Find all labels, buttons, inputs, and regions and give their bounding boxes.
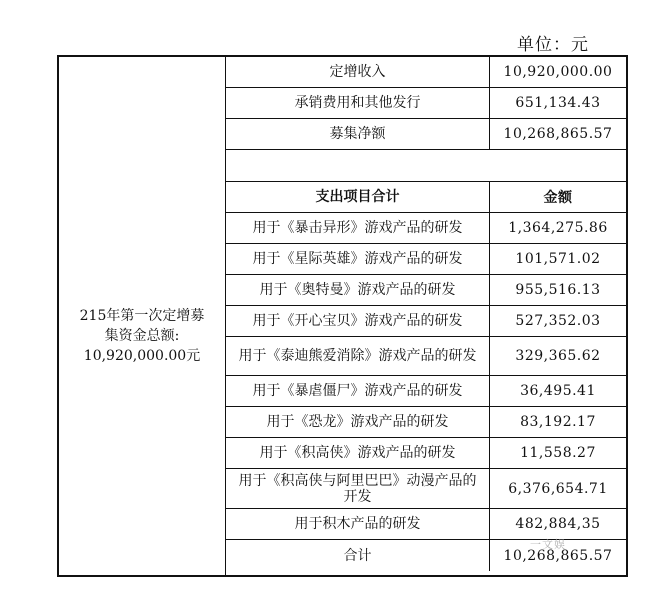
table-row [226, 337, 626, 376]
fundraising-summary-cell [59, 57, 226, 575]
row-label: 用于《积高侠与阿里巴巴》动漫产品的开发 [226, 469, 490, 508]
row-value: 1,364,275.86 [508, 220, 608, 236]
blank-separator-row [226, 150, 626, 182]
funds-table [57, 55, 628, 577]
table-row [226, 57, 626, 88]
row-label: 用于《开心宝贝》游戏产品的研发 [226, 306, 490, 336]
table-row [226, 306, 626, 337]
fundraising-summary-text [67, 306, 217, 366]
row-value: 83,192.17 [520, 414, 596, 430]
row-value: 36,495.41 [520, 383, 596, 399]
table-row [226, 469, 626, 509]
summary-line-2: 集资金总额: [104, 328, 180, 344]
table-row [226, 119, 626, 150]
row-label: 用于《暴虐僵尸》游戏产品的研发 [226, 376, 490, 406]
row-value: 527,352.03 [515, 313, 601, 329]
row-label: 定增收入 [226, 57, 490, 87]
summary-line-1: 215年第一次定增募 [79, 308, 205, 324]
row-value: 11,558.27 [520, 445, 596, 461]
row-label: 用于《星际英雄》游戏产品的研发 [226, 244, 490, 274]
total-label: 合计 [226, 540, 490, 571]
row-value: 10,920,000.00 [503, 64, 613, 80]
row-label: 用于《暴击异形》游戏产品的研发 [226, 213, 490, 243]
header-label: 支出项目合计 [226, 182, 490, 212]
detail-grid [226, 57, 626, 575]
unit-label: 单位：元 [517, 35, 589, 55]
total-value: 10,268,865.57 [503, 547, 613, 564]
row-value: 10,268,865.57 [503, 126, 613, 142]
row-value: 101,571.02 [515, 251, 601, 267]
row-value: 6,376,654.71 [508, 480, 608, 497]
row-value: 482,884,35 [515, 516, 601, 532]
row-value: 955,516.13 [515, 282, 601, 298]
row-label: 用于《积高侠》游戏产品的研发 [226, 438, 490, 468]
header-row [226, 182, 626, 213]
table-row [226, 376, 626, 407]
row-label: 用于积木产品的研发 [226, 509, 490, 539]
table-row [226, 88, 626, 119]
row-label: 用于《恐龙》游戏产品的研发 [226, 407, 490, 437]
table-row [226, 275, 626, 306]
table-row [226, 509, 626, 540]
table-row [226, 244, 626, 275]
row-value: 651,134.43 [515, 95, 601, 111]
row-label: 承销费用和其他发行 [226, 88, 490, 118]
row-label: 用于《泰迪熊爱消除》游戏产品的研发 [226, 337, 490, 375]
table-row [226, 438, 626, 469]
row-label: 募集净额 [226, 119, 490, 149]
row-label: 用于《奥特曼》游戏产品的研发 [226, 275, 490, 305]
row-value: 329,365.62 [515, 348, 601, 364]
table-row [226, 213, 626, 244]
total-row [226, 540, 626, 571]
header-value: 金额 [543, 190, 573, 206]
watermark: 一文娱 [530, 538, 566, 551]
table-row [226, 407, 626, 438]
summary-line-3: 10,920,000.00元 [83, 348, 201, 364]
